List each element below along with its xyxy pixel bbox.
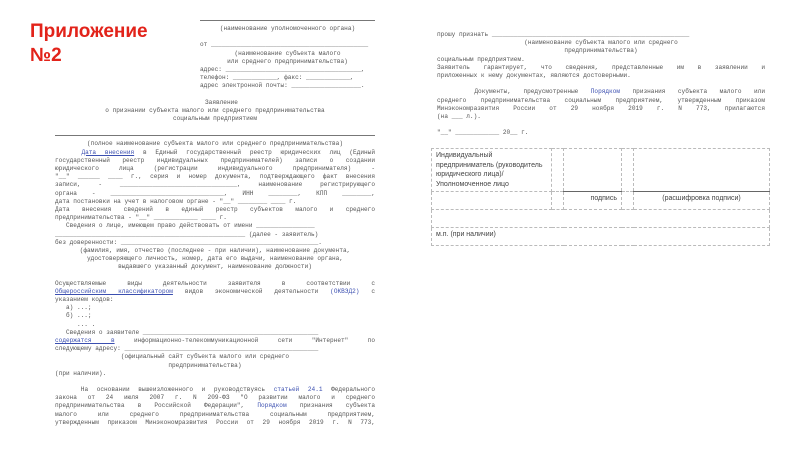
blank-rule [200, 20, 375, 21]
text-segment: видов экономической деятельности [172, 287, 331, 295]
empty-cell [432, 192, 552, 210]
title-line: №2 [30, 45, 62, 66]
document-link[interactable]: Порядком [257, 402, 287, 410]
text-line: без доверенности: ______________________________________________________. [55, 238, 322, 246]
text-line: предпринимательства) [55, 361, 242, 369]
text-line: малого или среднего предпринимательства социальным предприятием, [55, 410, 375, 418]
text-line: органа - _______________________________, ИНН ________, КПП ________, [55, 189, 375, 197]
text-segment: признания субъекта малого или [620, 88, 765, 96]
document-link[interactable]: Порядком [590, 88, 621, 96]
text-segment: предпринимательства в Российской Федерации", [55, 402, 258, 410]
text-segment: с [359, 287, 375, 295]
text-line: юридического лица (регистрации индивидуального предпринимателя) - [55, 165, 375, 172]
application-page-left [55, 16, 375, 427]
text-line: Дата внесения сведений в единый реестр субъектов малого и среднего [55, 205, 375, 213]
text-line: записи, - ________________________________, наименование регистрирующего [55, 181, 375, 189]
spacer [55, 33, 375, 41]
text-line: Сведения о заявителе ________________________________________________ [55, 328, 319, 336]
text-line [55, 337, 375, 345]
text-line: (при наличии). [55, 369, 107, 377]
text-line: прошу признать ______________________________________________________ [437, 31, 690, 38]
text-line [55, 386, 375, 394]
spacer [55, 378, 375, 386]
text-line: (наименование уполномоченного органа) [219, 25, 356, 32]
text-line: выдавшего указанный документ, наименование должности) [118, 263, 312, 271]
signature-caption: подпись [564, 192, 622, 210]
text-line: ____________________________________________________ (далее - заявитель) [55, 230, 319, 238]
text-line: утвержденным приказом Минэкономразвития России от 29 ноября 2019 г. N 773, [55, 418, 375, 426]
text-line: (наименование субъекта малого или среднего [524, 39, 678, 47]
application-page-right [437, 31, 765, 137]
blank-rule [55, 135, 375, 136]
text-segment: информационно-телекоммуникационной сети "Интернет" по [114, 336, 375, 344]
spacer [55, 91, 375, 99]
text-segment [55, 149, 81, 156]
spacer-cell [552, 192, 564, 210]
signature-table [431, 148, 770, 246]
document-link[interactable]: содержатся в [55, 336, 115, 344]
text-line: о признании субъекта малого или среднего предпринимательства [105, 106, 325, 114]
text-line: (фамилия, имя, отчество (последнее - при наличии), наименование документа, [79, 246, 351, 254]
spacer [437, 80, 765, 88]
text-line: или среднего предпринимательства) [227, 57, 348, 65]
text-segment: Документы, предусмотренные [437, 88, 591, 96]
empty-row [432, 210, 770, 228]
spacer-cell [552, 149, 564, 192]
signature-field [564, 149, 622, 192]
text-line: (на ___ л.). [437, 112, 481, 120]
text-line: "__" ______ ____ г., серия и номер документа, подтверждающего факт внесения [55, 173, 375, 181]
text-line: Заявитель гарантирует, что сведения, представленные им в заявлении и [437, 63, 765, 71]
document-link[interactable]: Дата внесения [81, 148, 135, 156]
spacer [437, 121, 765, 129]
text-line: удостоверяющего личность, номер, дата его выдачи, наименование органа, [87, 255, 343, 263]
document-link[interactable]: статьей 24.1 [273, 386, 323, 394]
text-line [437, 88, 765, 96]
text-line: Заявление [205, 98, 238, 106]
text-line: б) ...; [55, 312, 92, 320]
text-line: указанием кодов: [55, 296, 114, 303]
text-segment: Федерального [322, 386, 375, 394]
text-line: Сведения о лице, имеющем право действовать от имени ________________ [55, 222, 315, 230]
decoding-field [634, 149, 770, 192]
text-segment: признания субъекта [286, 402, 375, 410]
text-line [55, 402, 375, 410]
text-line [55, 288, 375, 296]
text-line: а) ...; [55, 304, 92, 312]
text-line: Минэкономразвития России от 29 ноября 2019 г. N 773, прилагаются [437, 104, 765, 112]
text-line: закона от 24 июля 2007 г. N 209-ФЗ "О развитии малого и среднего [55, 394, 375, 402]
title-line: Приложение [30, 21, 148, 42]
text-line: (наименование субъекта малого [234, 49, 341, 57]
text-line: (официальный сайт субъекта малого или среднего [55, 353, 290, 361]
text-line: следующему адресу: _____________________________________________________ [55, 345, 319, 353]
decoding-caption: (расшифровка подписи) [634, 192, 770, 210]
text-line: предпринимательства) [564, 47, 638, 55]
text-line: ... . [55, 320, 96, 328]
text-line: социальным предприятием. [437, 55, 525, 63]
text-line: телефон: ____________, факс: ____________, [200, 74, 354, 82]
document-link[interactable]: Общероссийским классификатором [55, 287, 173, 295]
text-line: приложенных к нему документах, являются достоверными. [437, 71, 631, 79]
spacer [55, 271, 375, 279]
text-line: "__" ____________ 20__ г. [437, 129, 529, 137]
text-line: Осуществляемые виды деятельности заявителя в соответствии с [55, 279, 375, 287]
text-line: адрес: _____________________________________, [200, 65, 365, 73]
text-line: адрес электронной почты: ___________________. [200, 82, 365, 90]
text-line: социальным предприятием [172, 115, 258, 123]
text-segment: в Единый государственный реестр юридических лиц (Единый [134, 148, 375, 156]
signer-label: Индивидуальный предприниматель (руководитель юридического лица)/Уполномоченное лицо [432, 149, 552, 192]
text-line: среднего предпринимательства социальным предприятием, утвержденным приказом [437, 96, 765, 104]
text-line: государственный реестр индивидуальных предпринимателей) записи о создании [55, 156, 375, 164]
document-link[interactable]: (ОКВЭД2) [330, 287, 360, 295]
text-line: дата постановки на учет в налоговом органе - "__" ________ ____ г. [55, 197, 297, 205]
spacer [55, 123, 375, 131]
spacer-cell [622, 192, 634, 210]
stamp-label: м.п. (при наличии) [432, 228, 770, 246]
text-line: от ___________________________________________ [200, 41, 369, 49]
text-line: (полное наименование субъекта малого или среднего предпринимательства) [87, 140, 343, 148]
spacer-cell [622, 149, 634, 192]
text-segment: На основании вышеизложенного и руководствуясь [55, 386, 274, 394]
text-line [55, 149, 375, 157]
text-line: предпринимательства - "__" ____________ ____ г. [55, 214, 227, 222]
